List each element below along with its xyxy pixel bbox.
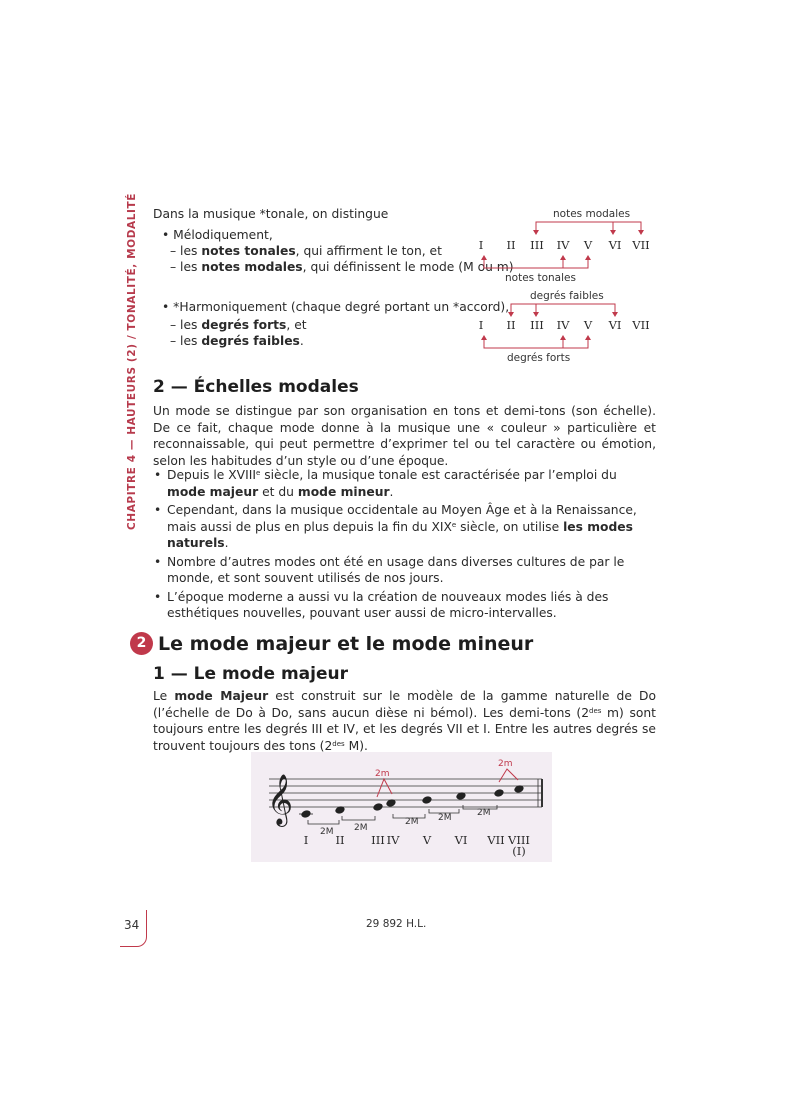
- echelles-paragraph: Un mode se distingue par son organisation en tons et demi-tons (son échelle). De ce fait, chaque mode donne à la musique une « couleur » particulière et reconnaissable, qui peut permettre d’exprimer tel ou tel caractère ou émotion, selon les habitudes d’un style ou d’une époque.: [153, 404, 656, 468]
- term-degres-forts: degrés forts: [201, 318, 287, 332]
- arrow-up-icon: [585, 255, 591, 260]
- arrow-down-icon: [533, 230, 539, 235]
- degree-VII: VII: [632, 238, 650, 252]
- text: , qui définissent le mode (M ou m): [302, 260, 514, 274]
- degree-I: I: [478, 238, 484, 252]
- chapter-title: Le mode majeur et le mode mineur: [158, 633, 534, 655]
- melodic-bullet-text: Mélodiquement,: [173, 228, 273, 242]
- degree-V: V: [422, 833, 432, 847]
- arrow-down-icon: [610, 230, 616, 235]
- tone-label: 2M: [405, 817, 419, 827]
- text: – les: [170, 260, 202, 274]
- list-item: [153, 589, 656, 622]
- harmonic-bullet: • *Harmoniquement (chaque degré portant un *accord),: [162, 300, 510, 314]
- harmonic-bullet-text: *Harmoniquement (chaque degré portant un *accord),: [173, 300, 510, 314]
- degree-octave: (I): [512, 844, 526, 858]
- semitone-label: 2m: [498, 759, 513, 769]
- term-degres-faibles: degrés faibles: [201, 334, 300, 348]
- term-mode-majeur: mode majeur: [167, 484, 259, 499]
- degree-VII: VII: [487, 833, 505, 847]
- degrees-diagram: [470, 284, 670, 368]
- text: m) sont toujours entre les degrés III et IV, et les degrés VII et I. Entre les autres degrés se trouvent toujours des tons (2: [153, 705, 656, 753]
- tone-label: 2M: [477, 808, 491, 818]
- degree-VI: VI: [608, 238, 622, 252]
- publisher-code: 29 892 H.L.: [366, 918, 427, 930]
- arrow-down-icon: [612, 312, 618, 317]
- degree-IV: IV: [556, 318, 570, 332]
- degree-VIII: VIII: [508, 833, 530, 847]
- text: Cependant, dans la musique occidentale au Moyen Âge et à la Renaissance, mais aussi de plus en plus depuis la fin du XIX: [167, 503, 637, 534]
- tone-label: 2M: [354, 823, 368, 833]
- faibles-bracket: [511, 304, 615, 313]
- list-item: [153, 467, 656, 500]
- mode-majeur-paragraph: [153, 688, 656, 754]
- text: – les: [170, 244, 202, 258]
- degree-IV: IV: [556, 238, 570, 252]
- arrow-up-icon: [560, 255, 566, 260]
- degree-VI: VI: [454, 833, 468, 847]
- notes-diagram: [470, 202, 670, 286]
- semitone-label: 2m: [375, 769, 390, 779]
- text: Depuis le XVIII: [167, 468, 256, 482]
- superscript: e: [255, 469, 261, 477]
- degree-III: III: [371, 833, 385, 847]
- degree-IV: IV: [386, 833, 400, 847]
- text: , et: [286, 318, 307, 332]
- text: – les: [170, 318, 202, 332]
- section-title-echelles: 2 — Échelles modales: [153, 377, 359, 397]
- forts-bracket: [484, 339, 588, 348]
- harmonic-line-2: [170, 333, 304, 350]
- superscript: e: [451, 520, 457, 529]
- degree-VI: VI: [608, 318, 622, 332]
- degree-V: V: [583, 318, 593, 332]
- degres-forts-label: degrés forts: [507, 352, 571, 364]
- text: est construit sur le modèle de la gamme naturelle de Do (l’échelle de Do à Do, sans aucun dièse ni bémol). Les demi-tons (2: [153, 689, 657, 720]
- degres-faibles-label: degrés faibles: [530, 290, 604, 302]
- page-number: 34: [124, 918, 140, 932]
- arrow-up-icon: [481, 255, 487, 260]
- text: – les: [170, 334, 202, 348]
- degree-I: I: [478, 318, 484, 332]
- degree-III: III: [530, 238, 544, 252]
- arrow-down-icon: [638, 230, 644, 235]
- arrow-up-icon: [560, 335, 566, 340]
- intro-line: Dans la musique *tonale, on distingue: [153, 207, 389, 221]
- tone-label: 2M: [320, 827, 334, 837]
- term-mode-mineur: mode mineur: [297, 484, 390, 499]
- section-title-mode-majeur: 1 — Le mode majeur: [153, 664, 348, 684]
- term-notes-modales: notes modales: [201, 260, 303, 274]
- text: , qui affirment le ton, et: [295, 244, 442, 258]
- harmonic-line-1: [170, 317, 307, 334]
- degree-II: II: [335, 833, 345, 847]
- degree-I: I: [303, 833, 309, 847]
- melodic-line-2: [170, 259, 514, 276]
- degree-II: II: [506, 318, 516, 332]
- text: .: [224, 536, 229, 550]
- text: siècle, on utilise: [456, 519, 564, 534]
- text: Le: [153, 689, 175, 703]
- notes-modales-label: notes modales: [553, 208, 631, 220]
- text: Nombre d’autres modes ont été en usage dans diverses cultures de par le monde, et sont souvent utilisés de nos jours.: [167, 554, 625, 585]
- term-modes-naturels: les modes naturels: [167, 519, 633, 550]
- term-mode-majeur: mode Majeur: [174, 689, 269, 703]
- arrow-down-icon: [533, 312, 539, 317]
- text: .: [299, 334, 304, 348]
- text: L’époque moderne a aussi vu la création de nouveaux modes liés à des esthétiques nouvelles, pouvant user aussi de micro-intervalles.: [167, 589, 609, 620]
- text: siècle, la musique tonale est caractérisée par l’emploi du: [260, 468, 617, 482]
- arrow-up-icon: [481, 335, 487, 340]
- arrow-up-icon: [585, 335, 591, 340]
- text: M).: [344, 738, 368, 753]
- modales-bracket: [536, 222, 641, 231]
- degree-VII: VII: [632, 318, 650, 332]
- arrow-down-icon: [508, 312, 514, 317]
- superscript: des: [332, 739, 345, 748]
- echelles-bullets: [153, 467, 656, 624]
- melodic-line-1: [170, 243, 442, 260]
- degree-III: III: [530, 318, 544, 332]
- degree-V: V: [583, 238, 593, 252]
- text: .: [389, 484, 394, 499]
- superscript: des: [589, 706, 602, 715]
- melodic-bullet: • Mélodiquement,: [162, 228, 273, 242]
- text: et du: [258, 484, 298, 499]
- chapter-side-title: CHAPITRE 4 — HAUTEURS (2) / TONALITÉ, MODALITÉ: [126, 192, 138, 530]
- list-item: [153, 502, 656, 552]
- notes-tonales-label: notes tonales: [505, 272, 576, 284]
- c-major-scale-figure: [251, 752, 552, 862]
- degree-II: II: [506, 238, 516, 252]
- chapter-number-badge: 2: [130, 632, 153, 655]
- list-item: [153, 554, 656, 587]
- term-notes-tonales: notes tonales: [201, 244, 296, 258]
- tone-label: 2M: [438, 813, 452, 823]
- tonales-bracket: [484, 259, 588, 268]
- treble-clef-icon: 𝄞: [267, 774, 294, 825]
